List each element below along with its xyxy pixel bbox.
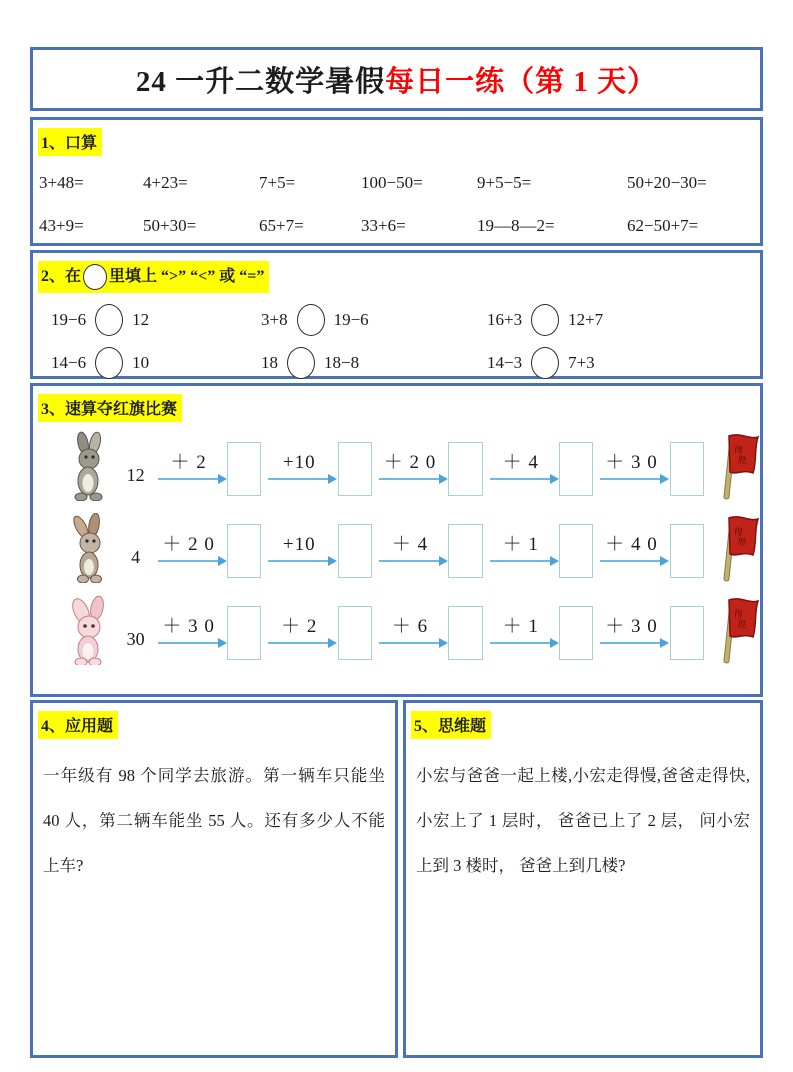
- oral-problem: 9+5−5=: [477, 173, 532, 192]
- race-answer-box[interactable]: [448, 524, 482, 578]
- race-operation-label: ＋ 4 0: [605, 534, 658, 555]
- race-step: [485, 616, 557, 644]
- oral-problem: 3+48=: [39, 173, 84, 192]
- compare-item: [261, 304, 487, 336]
- race-answer-box[interactable]: [338, 606, 372, 660]
- race-answer-box[interactable]: [338, 524, 372, 578]
- compare-left-expression: 14−6: [51, 353, 87, 373]
- compare-left-expression: 14−3: [487, 353, 523, 373]
- arrow-right-icon: [158, 642, 220, 644]
- race-operation-label: ＋ 2 0: [162, 534, 215, 555]
- race-operation-label: ＋ 2 0: [383, 452, 437, 473]
- svg-text:得: 得: [733, 608, 744, 620]
- svg-text:得: 得: [733, 526, 744, 538]
- section2-heading-suffix: 里填上 “>” “<” 或 “=”: [109, 268, 265, 285]
- arrow-right-icon: [490, 642, 552, 644]
- section1-heading: 1、口算: [38, 128, 102, 156]
- answer-circle[interactable]: [95, 347, 123, 379]
- oral-problem: 33+6=: [361, 216, 406, 235]
- race-step: [374, 534, 446, 562]
- svg-text:胜: 胜: [737, 618, 748, 630]
- race-answer-box[interactable]: [448, 606, 482, 660]
- svg-text:胜: 胜: [737, 536, 748, 548]
- worksheet-page: [30, 47, 763, 1058]
- arrow-right-icon: [158, 560, 220, 562]
- race-answer-box[interactable]: [227, 606, 261, 660]
- compare-item: [261, 347, 487, 379]
- oral-problem: 50+20−30=: [627, 173, 707, 192]
- race-step: [263, 452, 335, 480]
- compare-left-expression: 3+8: [261, 310, 288, 330]
- arrow-right-icon: [600, 642, 662, 644]
- answer-circle[interactable]: [531, 304, 559, 336]
- compare-row: [51, 304, 760, 336]
- race-start-number: 30: [126, 628, 145, 649]
- race-operation-label: ＋ 1: [502, 616, 539, 637]
- oral-problem: 100−50=: [361, 173, 423, 192]
- race-step: [485, 534, 557, 562]
- race-operation-label: ＋ 6: [391, 616, 429, 637]
- section-flag-race: [30, 383, 763, 697]
- section4-heading: 4、应用题: [38, 711, 118, 739]
- compare-item: [487, 304, 760, 336]
- race-operation-label: ＋ 3 0: [162, 616, 215, 637]
- arrow-right-icon: [268, 478, 330, 480]
- arrow-right-icon: [490, 478, 552, 480]
- race-operation-label: ＋ 3 0: [605, 616, 658, 637]
- bottom-sections: [30, 700, 763, 1058]
- compare-row: [51, 347, 760, 379]
- application-problem-text: 一年级有 98 个同学去旅游。第一辆车只能坐 40 人，第二辆车能坐 55 人。还有多少人不能上车?: [43, 766, 385, 875]
- race-operation-label: ＋ 1: [502, 534, 539, 555]
- compare-right-expression: 10: [132, 353, 150, 373]
- race-step: [595, 616, 667, 644]
- compare-left-expression: 18: [261, 353, 278, 373]
- race-step: [485, 452, 557, 480]
- oral-problem: 62−50+7=: [627, 216, 699, 235]
- section2-heading: [38, 261, 269, 293]
- oral-problem: 19—8—2=: [477, 216, 555, 235]
- race-answer-box[interactable]: [227, 524, 261, 578]
- race-step: [374, 616, 446, 644]
- arrow-right-icon: [379, 478, 441, 480]
- race-step: [595, 452, 667, 480]
- race-row: [33, 510, 760, 586]
- brown-rabbit-icon: [61, 513, 117, 583]
- race-start-number: 12: [126, 464, 145, 485]
- race-answer-box[interactable]: [448, 442, 482, 496]
- race-answer-box[interactable]: [670, 442, 704, 496]
- arrow-right-icon: [490, 560, 552, 562]
- answer-circle[interactable]: [531, 347, 559, 379]
- answer-circle[interactable]: [287, 347, 315, 379]
- race-step: [152, 452, 224, 480]
- compare-item: [51, 347, 261, 379]
- answer-circle[interactable]: [297, 304, 325, 336]
- section3-heading: 3、速算夺红旗比赛: [38, 394, 182, 422]
- gray-rabbit-icon: [61, 431, 117, 501]
- oral-problem: 43+9=: [39, 216, 84, 235]
- compare-left-expression: 19−6: [51, 310, 87, 330]
- race-operation-label: ＋ 3 0: [605, 452, 658, 473]
- oral-problem: 50+30=: [143, 216, 197, 235]
- thinking-problem-text: 小宏与爸爸一起上楼,小宏走得慢,爸爸走得快,小宏上了 1 层时， 爸爸已上了 2 层， 问小宏上到 3 楼时， 爸爸上到几楼?: [416, 766, 750, 875]
- race-answer-box[interactable]: [559, 524, 593, 578]
- arrow-right-icon: [600, 478, 662, 480]
- race-operation-label: +10: [282, 534, 316, 555]
- oral-problem: 65+7=: [259, 216, 304, 235]
- answer-circle[interactable]: [95, 304, 123, 336]
- compare-left-expression: 16+3: [487, 310, 523, 330]
- compare-right-expression: 7+3: [568, 353, 595, 373]
- race-operation-label: ＋ 4: [502, 452, 539, 473]
- red-flag-icon: [714, 513, 760, 587]
- race-start-number: 4: [131, 546, 141, 567]
- arrow-right-icon: [268, 560, 330, 562]
- arrow-right-icon: [379, 642, 441, 644]
- race-answer-box[interactable]: [670, 606, 704, 660]
- section-oral-calculation: [30, 117, 763, 246]
- oral-problem: 4+23=: [143, 173, 188, 192]
- arrow-right-icon: [379, 560, 441, 562]
- section2-heading-prefix: 2、在: [41, 268, 82, 285]
- svg-text:得: 得: [733, 444, 744, 456]
- race-operation-label: ＋ 2: [281, 616, 318, 637]
- race-answer-box[interactable]: [559, 442, 593, 496]
- red-flag-icon: [714, 431, 760, 505]
- race-operation-label: ＋ 4: [391, 534, 429, 555]
- compare-item: [51, 304, 261, 336]
- oral-problems-grid: [39, 173, 760, 236]
- race-row: [33, 592, 760, 668]
- section5-heading: 5、思维题: [411, 711, 491, 739]
- heading-circle-icon: [83, 264, 107, 290]
- race-step: [595, 534, 667, 562]
- compare-right-expression: 18−8: [324, 353, 360, 373]
- race-operation-label: ＋ 2: [170, 452, 207, 473]
- arrow-right-icon: [600, 560, 662, 562]
- compare-right-expression: 19−6: [333, 310, 369, 330]
- red-flag-icon: [714, 595, 760, 669]
- race-answer-box[interactable]: [670, 524, 704, 578]
- title-red-part: 每日一练（第 1 天）: [385, 65, 658, 98]
- section-application-problem: [30, 700, 398, 1058]
- race-answer-box[interactable]: [338, 442, 372, 496]
- section-compare: [30, 250, 763, 379]
- race-step: [263, 616, 335, 644]
- svg-text:胜: 胜: [737, 454, 748, 466]
- race-step: [152, 534, 224, 562]
- pink-rabbit-icon: [61, 595, 117, 665]
- compare-item: [487, 347, 760, 379]
- title-black-part: 24 一升二数学暑假: [135, 65, 386, 98]
- section-thinking-problem: [403, 700, 763, 1058]
- race-answer-box[interactable]: [559, 606, 593, 660]
- race-step: [374, 452, 446, 480]
- race-operation-label: +10: [282, 452, 316, 473]
- race-row: [33, 428, 760, 504]
- race-step: [263, 534, 335, 562]
- race-answer-box[interactable]: [227, 442, 261, 496]
- arrow-right-icon: [268, 642, 330, 644]
- race-step: [152, 616, 224, 644]
- page-title: [30, 47, 763, 111]
- compare-right-expression: 12+7: [568, 310, 604, 330]
- compare-right-expression: 12: [132, 310, 150, 330]
- oral-problem: 7+5=: [259, 173, 296, 192]
- arrow-right-icon: [158, 478, 220, 480]
